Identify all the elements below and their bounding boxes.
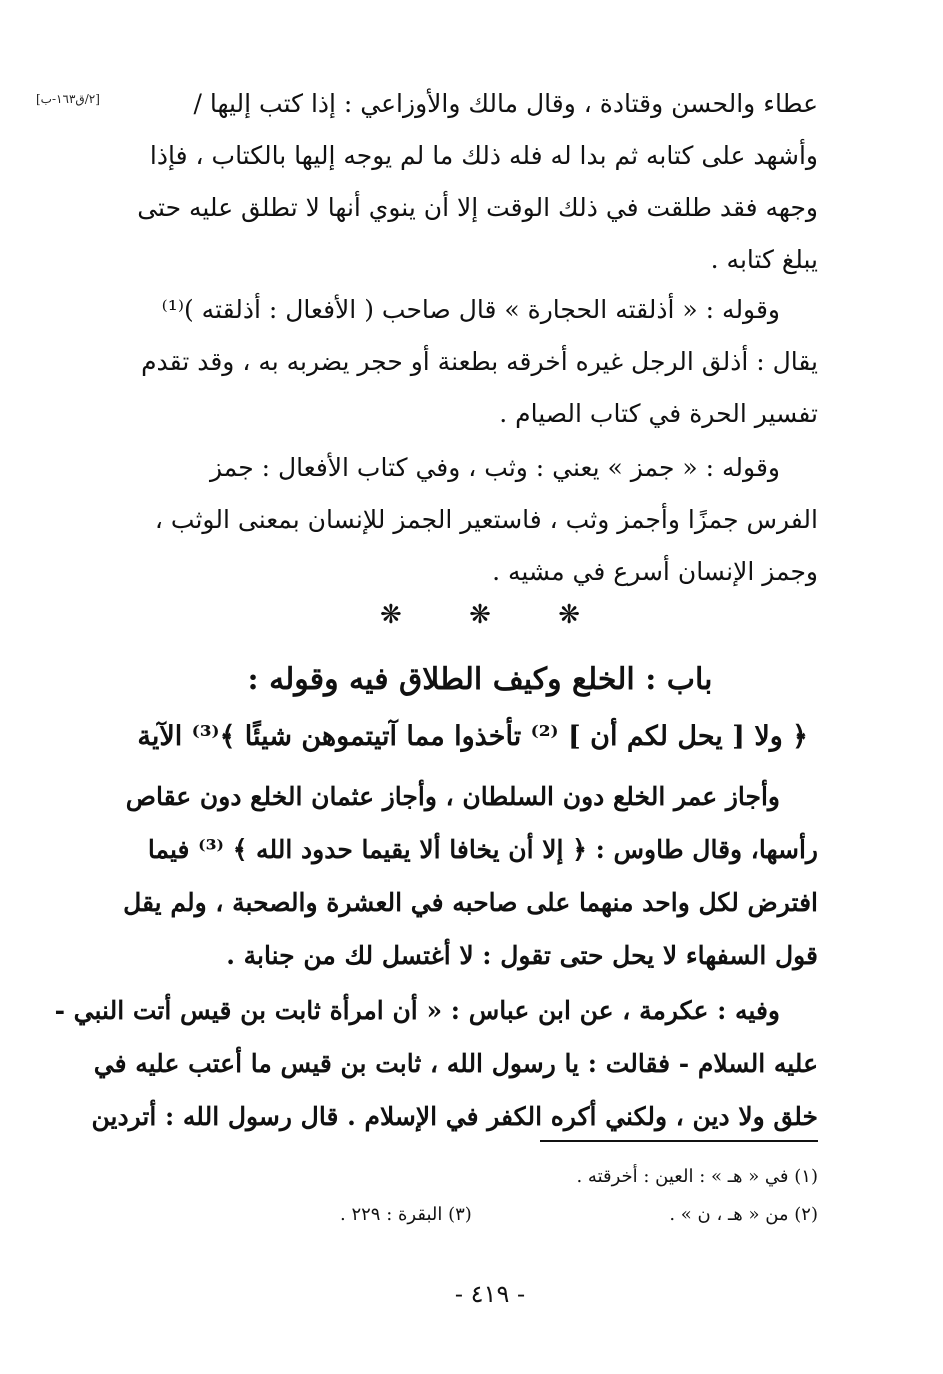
paragraph-4 bbox=[123, 770, 818, 982]
text-line: عطاء والحسن وقتادة ، وقال مالك والأوزاعي : إذا كتب إليها / bbox=[193, 89, 818, 118]
text-line: تفسير الحرة في كتاب الصيام . bbox=[499, 399, 818, 428]
text-line: وفيه : عكرمة ، عن ابن عباس : « أن امرأة ثابت بن قيس أتت النبي - bbox=[54, 996, 780, 1025]
text-line: خلق ولا دين ، ولكني أكره الكفر في الإسلام . قال رسول الله : أتردين bbox=[91, 1102, 818, 1131]
text-line: افترض لكل واحد منهما على صاحبه في العشرة والصحبة ، ولم يقل bbox=[123, 888, 818, 917]
paragraph-5 bbox=[54, 984, 818, 1143]
page-number: - ٤١٩ - bbox=[454, 1280, 526, 1308]
section-separator bbox=[380, 600, 580, 640]
footnote-1: (١) في « هـ » : العين : أخرقته . bbox=[576, 1166, 818, 1187]
text-line: الفرس جمزًا وأجمز وثب ، فاستعير الجمز للإنسان بمعنى الوثب ، bbox=[154, 505, 818, 534]
footnote-2: (٢) من « هـ ، ن » . bbox=[669, 1204, 818, 1225]
text-line: وجهه فقد طلقت في ذلك الوقت إلا أن ينوي أنها لا تطلق عليه حتى bbox=[137, 193, 818, 222]
chapter-title: باب : الخلع وكيف الطلاق فيه وقوله : bbox=[247, 662, 713, 697]
text-line: قول السفهاء لا يحل حتى تقول : لا أغتسل لك من جنابة . bbox=[226, 941, 818, 970]
star-ornament-icon: ❋ bbox=[380, 600, 402, 630]
chapter-verse: ﴿ ولا [ يحل لكم أن ] ⁽²⁾ تأخذوا مما آتيتموهن شيئًا ﴾⁽³⁾ الآية bbox=[137, 721, 808, 752]
footnotes bbox=[300, 1158, 818, 1234]
text-line: عليه السلام - فقالت : يا رسول الله ، ثابت بن قيس ما أعتب عليه في bbox=[93, 1049, 818, 1078]
star-ornament-icon: ❋ bbox=[469, 600, 491, 630]
paragraph-2 bbox=[128, 284, 818, 440]
paragraph-3 bbox=[128, 442, 818, 598]
footnote-separator bbox=[540, 1140, 818, 1142]
text-line: وأشهد على كتابه ثم بدا له فله ذلك ما لم يوجه إليها بالكتاب ، فإذا bbox=[149, 141, 818, 170]
text-line: وجمز الإنسان أسرع في مشيه . bbox=[492, 557, 818, 586]
footnote-row bbox=[300, 1196, 818, 1234]
manuscript-folio-note: [٢/ق١٦٣-ب] bbox=[36, 92, 100, 106]
text-line: يقال : أذلق الرجل غيره أخرقه بطعنة أو حجر يضربه به ، وقد تقدم bbox=[141, 347, 818, 376]
text-line: رأسها، وقال طاوس : ﴿ إلا أن يخافا ألا يقيما حدود الله ﴾ ⁽³⁾ فيما bbox=[147, 835, 818, 864]
text-line: وقوله : « جمز » يعني : وثب ، وفي كتاب الأفعال : جمز bbox=[209, 453, 780, 482]
text-line: وأجاز عمر الخلع دون السلطان ، وأجاز عثمان الخلع دون عقاص bbox=[125, 782, 780, 811]
text-line: وقوله : « أذلقته الحجارة » قال صاحب ( الأفعال : أذلقته )⁽¹⁾ bbox=[161, 295, 780, 324]
footnote-3: (٣) البقرة : ٢٢٩ . bbox=[340, 1204, 472, 1225]
footnote-row bbox=[300, 1158, 818, 1196]
star-ornament-icon: ❋ bbox=[558, 600, 580, 630]
paragraph-1 bbox=[128, 78, 818, 286]
text-line: يبلغ كتابه . bbox=[710, 245, 818, 274]
